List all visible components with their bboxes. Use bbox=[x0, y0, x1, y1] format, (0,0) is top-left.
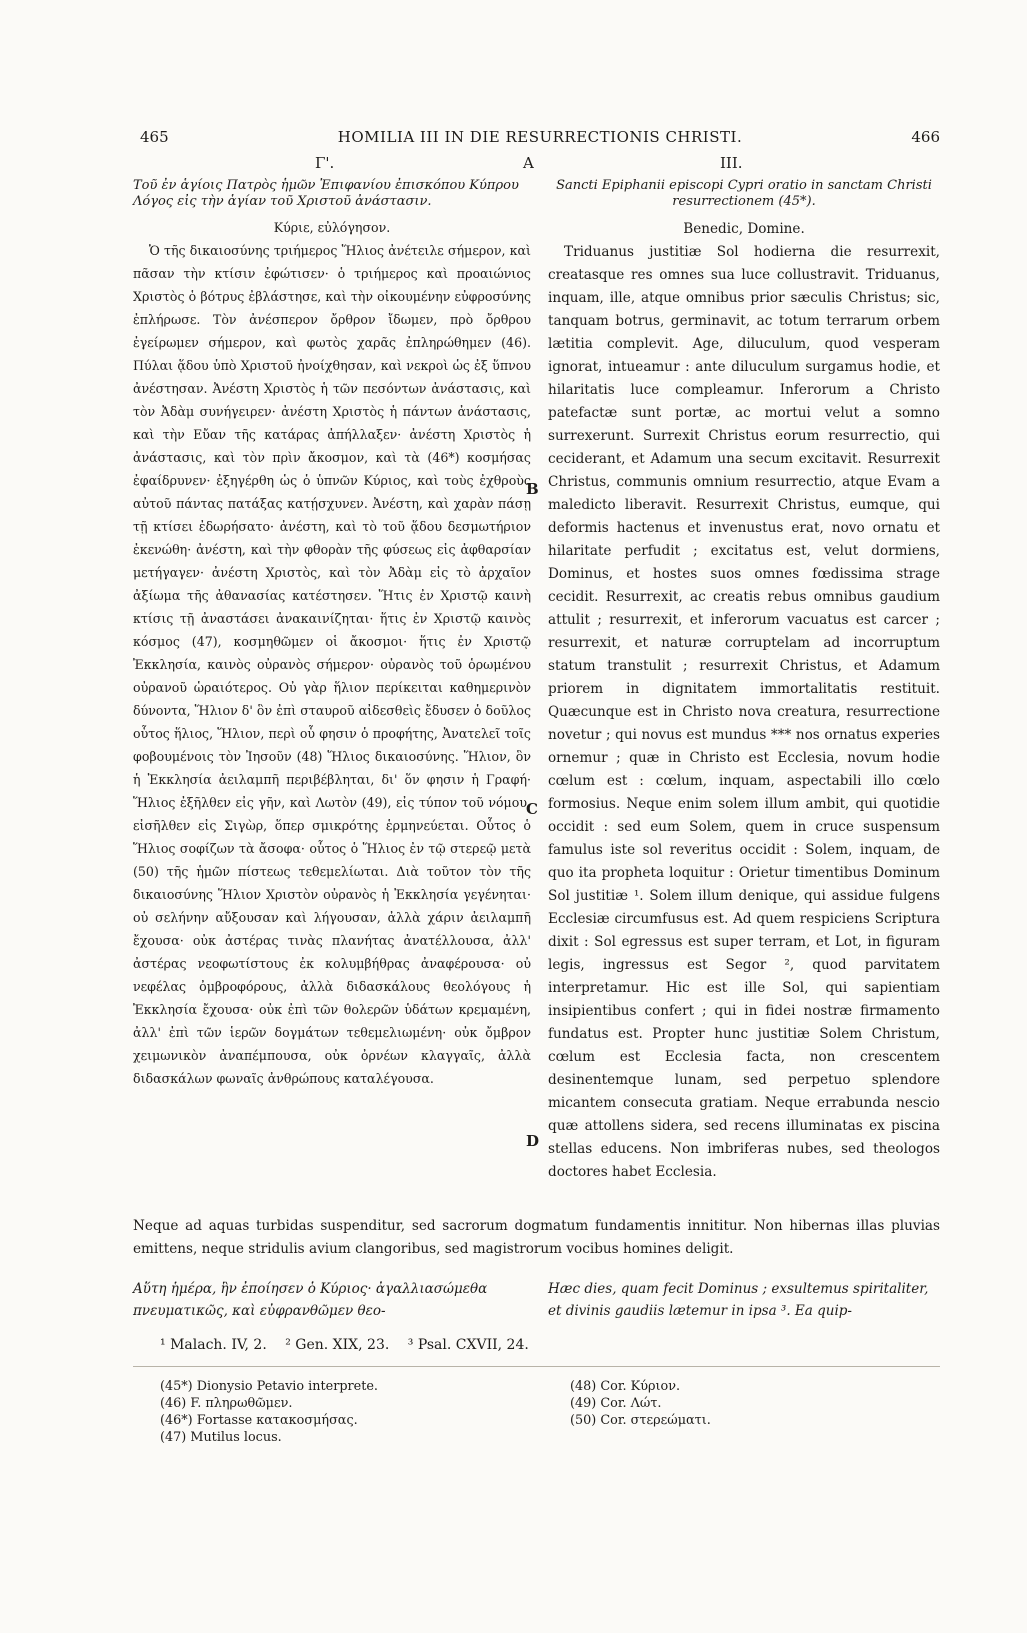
footnote: (50) Cor. στερεώματι. bbox=[570, 1413, 711, 1428]
footnotes-left bbox=[160, 1378, 378, 1446]
latin-title: Sancti Epiphanii episcopi Cypri oratio in sanctam Christi resurrectionem (45*). bbox=[556, 178, 932, 209]
latin-benediction: Benedic, Domine. bbox=[683, 221, 805, 237]
scripture-ref: ² Gen. XIX, 23. bbox=[285, 1337, 390, 1353]
footnote: (46) F. πληρωθῶμεν. bbox=[160, 1396, 293, 1411]
running-title: HOMILIA III IN DIE RESURRECTIONIS CHRISTI. bbox=[337, 128, 743, 146]
greek-section-number: Γ'. bbox=[315, 154, 335, 172]
scripture-ref: ³ Psal. CXVII, 24. bbox=[407, 1337, 529, 1353]
footnote: (47) Mutilus locus. bbox=[160, 1430, 282, 1445]
full-width-latin-text: Neque ad aquas turbidas suspenditur, sed sacrorum dogmatum fundamentis innititur. Non hibernas illas pluvias emittens, neque stridulis avium clangoribus, sed magistrorum vocibus homines deligit. bbox=[133, 1218, 940, 1257]
latin-column bbox=[548, 178, 940, 1184]
footnote-divider bbox=[133, 1366, 940, 1367]
latin-body-text: Triduanus justitiæ Sol hodierna die resurrexit, creatasque res omnes sua luce collustravit. Triduanus, inquam, ille, atque omnibus prior sæculis Christus; sic, tanquam botrus, germinavit, ac totum terrarum orbem lætitia complevit. Age, diluculum, quod vesperam ignorat, intueamur : ante diluculum surgamus hodie, et hilaritatis luce compleamur. Inferorum a Christo patefactæ sunt portæ, ac mortui velut a somno surrexerunt. Surrexit Christus eorum resurrectio, qui ceciderant, et Adamum una secum excitavit. Resurrexit Christus, communis omnium resurrectio, atque Evam a maledicto liberavit. Resurrexit Christus, eumque, qui deformis hactenus et invenustus erat, novo ornatu et hilaritate perfudit ; excitatus est, velut dormiens, Dominus, et hostes suos omnes fœdissima strage cecidit. Resurrexit, ac creatis rebus omnibus gaudium attulit ; resurrexit, et inferorum vacuatus est carcer ; resurrexit, et naturæ corruptelam ad incorruptum statum transtulit ; resurrexit Christus, et Adamum priorem in dignitatem immortalitatis restituit. Quæcunque est in Christo nova creatura, resurrectione novetur ; qui novus est mundus *** nos ornatus experies ornemur ; quæ in Christo est Ecclesia, novum hodie cœlum est : cœlum, inquam, aspectabili illo cœlo formosius. Neque enim solem illum ambit, qui quotidie occidit : sed eum Solem, quem in cruce suspensum famulus iste sol reveritus occidit : Solem, inquam, de quo ita propheta loquitur : Orietur timentibus Dominum Sol justitiæ ¹. Solem illum denique, qui assidue fulgens Ecclesiæ circumfusus est. Ad quem respiciens Scriptura dixit : Sol egressus est super terram, et Lot, in figuram legis, ingressus est Segor ², quod parvitatem interpretamur. Hic est ille Sol, qui sapientiam insipientibus confert ; qui in fidei nostræ firmamento fundatus est. Propter hunc justitiæ Solem Christum, cœlum est Ecclesia facta, non crescentem desinentemque lunam, sed perpetuo splendore micantem consecuta gratiam. Neque errabunda nescio quæ attollens sidera, sed recens illuminatas ex piscina stellas educens. Non imbriferas nubes, sed theologos doctores habet Ecclesia. bbox=[548, 244, 940, 1180]
page-number-left: 465 bbox=[140, 128, 169, 146]
scripture-references bbox=[160, 1337, 543, 1353]
footnote: (46*) Fortasse κατακοσμήσας. bbox=[160, 1413, 358, 1428]
running-header bbox=[140, 128, 940, 154]
margin-marker-c: C bbox=[526, 800, 538, 818]
page-number-right: 466 bbox=[911, 128, 940, 146]
greek-column bbox=[133, 178, 531, 1090]
footnote: (45*) Dionysio Petavio interprete. bbox=[160, 1379, 379, 1394]
footnotes-right bbox=[570, 1378, 711, 1429]
footnote: (49) Cor. Λώτ. bbox=[570, 1396, 662, 1411]
margin-marker-b: B bbox=[526, 480, 539, 498]
greek-title: Τοῦ ἐν ἁγίοις Πατρὸς ἡμῶν Ἐπιφανίου ἐπισκόπου Κύπρου Λόγος εἰς τὴν ἁγίαν τοῦ Χριστοῦ ἀνάστασιν. bbox=[133, 178, 519, 209]
section-marker-a: A bbox=[523, 154, 534, 172]
greek-benediction: Κύριε, εὐλόγησον. bbox=[273, 220, 391, 235]
latin-section-number: III. bbox=[720, 154, 743, 172]
lower-greek-text: Αὕτη ἡμέρα, ἣν ἐποίησεν ὁ Κύριος· ἀγαλλιασώμεθα πνευματικῶς, καὶ εὐφρανθῶμεν θεο- bbox=[133, 1281, 488, 1319]
greek-body-text: Ὁ τῆς δικαιοσύνης τριήμερος Ἥλιος ἀνέτειλε σήμερον, καὶ πᾶσαν τὴν κτίσιν ἐφώτισεν· ὁ τριήμερος καὶ προαιώνιος Χριστὸς ὁ βότρυς ἐβλάστησε, καὶ τὴν οἰκουμένην εὐφροσύνης ἐπλήρωσε. Τὸν ἀνέσπερον ὄρθρον ἴδωμεν, πρὸ ὄρθρου ἐγείρωμεν σήμερον, καὶ φωτὸς χαρᾶς ἐπληρώθημεν (46). Πύλαι ᾅδου ὑπὸ Χριστοῦ ἠνοίχθησαν, καὶ νεκροὶ ὡς ἐξ ὕπνου ἀνέστησαν. Ἀνέστη Χριστὸς ἡ τῶν πεσόντων ἀνάστασις, καὶ τὸν Ἀδὰμ συνήγειρεν· ἀνέστη Χριστὸς ἡ πάντων ἀνάστασις, καὶ τὴν Εὔαν τῆς κατάρας ἀπήλλαξεν· ἀνέστη Χριστὸς ἡ ἀνάστασις, καὶ τὸν πρὶν ἄκοσμον, καὶ τὰ (46*) κοσμήσας ἐφαίδρυνεν· ἐξηγέρθη ὡς ὁ ὑπνῶν Κύριος, καὶ τοὺς ἐχθροὺς αὐτοῦ πάντας πατάξας κατῄσχυνεν. Ἀνέστη, καὶ χαρὰν πάσῃ τῇ κτίσει ἐδωρήσατο· ἀνέστη, καὶ τὸ τοῦ ᾅδου δεσμωτήριον ἐκενώθη· ἀνέστη, καὶ τὴν φθορὰν τῆς φύσεως εἰς ἀφθαρσίαν μετήγαγεν· ἀνέστη Χριστὸς, καὶ τὸν Ἀδὰμ εἰς τὸ ἀρχαῖον ἀξίωμα τῆς ἀθανασίας κατέστησεν. Ἥτις ἐν Χριστῷ καινὴ κτίσις τῇ ἀναστάσει ἀνακαινίζηται· ἥτις ἐν Χριστῷ καινὸς κόσμος (47), κοσμηθῶμεν οἱ ἄκοσμοι· ἥτις ἐν Χριστῷ Ἐκκλησία, καινὸς οὐρανὸς σήμερον· οὐρανὸς τοῦ ὁρωμένου οὐρανοῦ ὡραιότερος. Οὐ γὰρ ἥλιον περίκειται καθημερινὸν δύνοντα, Ἥλιον δ' ὃν ἐπὶ σταυροῦ αἰδεσθεὶς ἔδυσεν ὁ δοῦλος οὗτος ἥλιος, Ἥλιον, περὶ οὗ φησιν ὁ προφήτης, Ἀνατελεῖ τοῖς φοβουμένοις τὸν Ἰησοῦν (48) Ἥλιος δικαιοσύνης. Ἥλιον, ὃν ἡ Ἐκκλησία ἀειλαμπῆ περιβέβληται, δι' ὅν φησιν ἡ Γραφή· Ἥλιος ἐξῆλθεν εἰς γῆν, καὶ Λωτὸν (49), εἰς τύπον τοῦ νόμου, εἰσῆλθεν εἰς Σιγὼρ, ὅπερ σμικρότης ἑρμηνεύεται. Οὗτος ὁ Ἥλιος σοφίζων τὰ ἄσοφα· οὗτος ὁ Ἥλιος ἐν τῷ στερεῷ μετὰ (50) τῆς ἡμῶν πίστεως τεθεμελίωται. Διὰ τοῦτον τὸν τῆς δικαιοσύνης Ἥλιον Χριστὸν οὐρανὸς ἡ Ἐκκλησία γεγένηται· οὐ σελήνην αὔξουσαν καὶ λήγουσαν, ἀλλὰ χάριν ἀειλαμπῆ ἔχουσα· οὐκ ἀστέρας τινὰς πλανήτας ἀνατέλλουσα, ἀλλ' ἀστέρας νεοφωτίστους ἐκ κολυμβήθρας ἀναφέρουσα· οὐ νεφέλας ὀμβροφόρους, ἀλλὰ διδασκάλους θεολόγους ἡ Ἐκκλησία ἔχουσα· οὐκ ἐπὶ τῶν θολερῶν ὑδάτων κρεμαμένη, ἀλλ' ἐπὶ τῶν ἱερῶν δογμάτων τεθεμελιωμένη· οὐκ ὄμβρον χειμωνικὸν ἀναπέμπουσα, οὐκ ὀρνέων κλαγγαῖς, ἀλλὰ διδασκάλων φωναῖς ἀνθρώπους καταλέγουσα. bbox=[133, 243, 531, 1086]
scripture-ref: ¹ Malach. IV, 2. bbox=[160, 1337, 267, 1353]
footnote: (48) Cor. Κύριον. bbox=[570, 1379, 681, 1394]
margin-marker-d: D bbox=[526, 1132, 540, 1150]
lower-latin-text: Hæc dies, quam fecit Dominus ; exsultemus spiritaliter, et divinis gaudiis lætemur in ipsa ³. Ea quip- bbox=[548, 1281, 929, 1319]
